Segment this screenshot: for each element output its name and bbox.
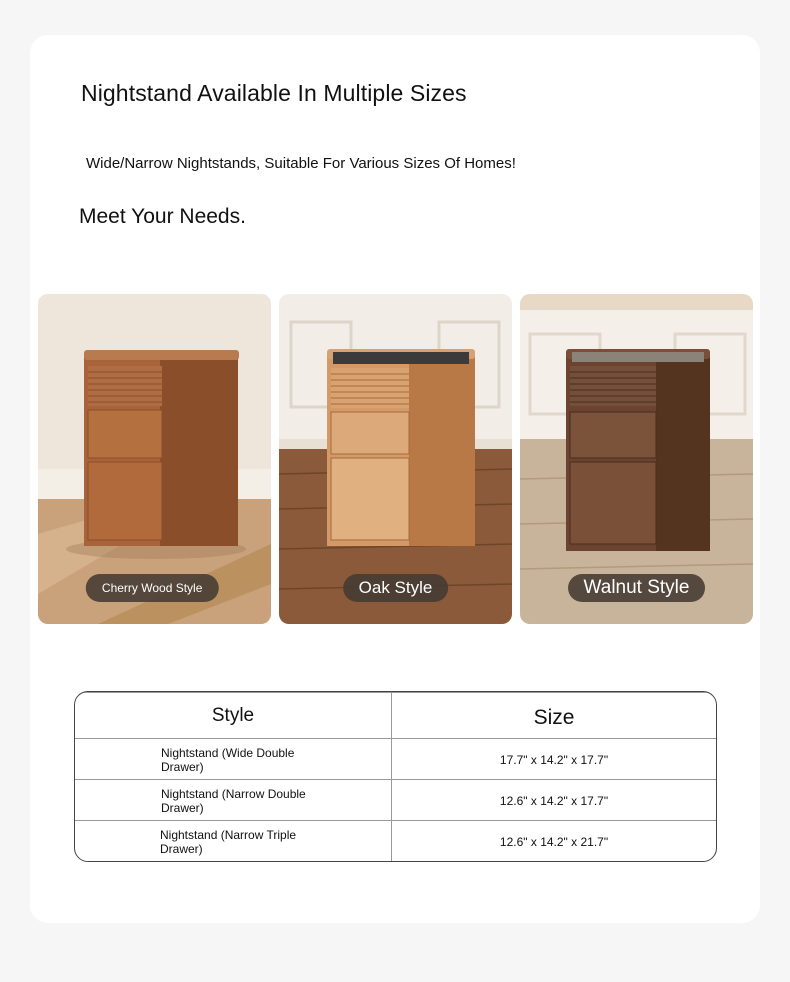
header-style: Style — [211, 705, 255, 726]
style-label-walnut: Walnut Style — [568, 574, 706, 602]
tagline: Meet Your Needs. — [79, 205, 246, 228]
row-style: Nightstand (Narrow Triple Drawer) — [160, 827, 297, 856]
product-card — [30, 35, 760, 923]
size-table — [74, 691, 717, 862]
style-label-cherry: Cherry Wood Style — [86, 574, 218, 602]
row-size: 12.6" x 14.2" x 17.7" — [499, 793, 609, 808]
walnut-style-photo — [520, 294, 753, 624]
table-row — [75, 738, 716, 780]
table-row — [75, 779, 716, 821]
row-style: Nightstand (Narrow Double Drawer) — [161, 786, 306, 815]
table-header-row — [75, 692, 716, 739]
row-style: Nightstand (Wide Double Drawer) — [161, 745, 295, 774]
cherry-style-photo — [38, 294, 271, 624]
table-row — [75, 820, 716, 862]
subheading: Wide/Narrow Nightstands, Suitable For Various Sizes Of Homes! — [86, 155, 516, 172]
style-label-oak: Oak Style — [343, 574, 449, 602]
page-title: Nightstand Available In Multiple Sizes — [81, 80, 467, 106]
row-size: 12.6" x 14.2" x 21.7" — [499, 834, 609, 849]
header-size: Size — [533, 706, 575, 729]
oak-style-photo — [279, 294, 512, 624]
row-size: 17.7" x 14.2" x 17.7" — [499, 752, 609, 767]
